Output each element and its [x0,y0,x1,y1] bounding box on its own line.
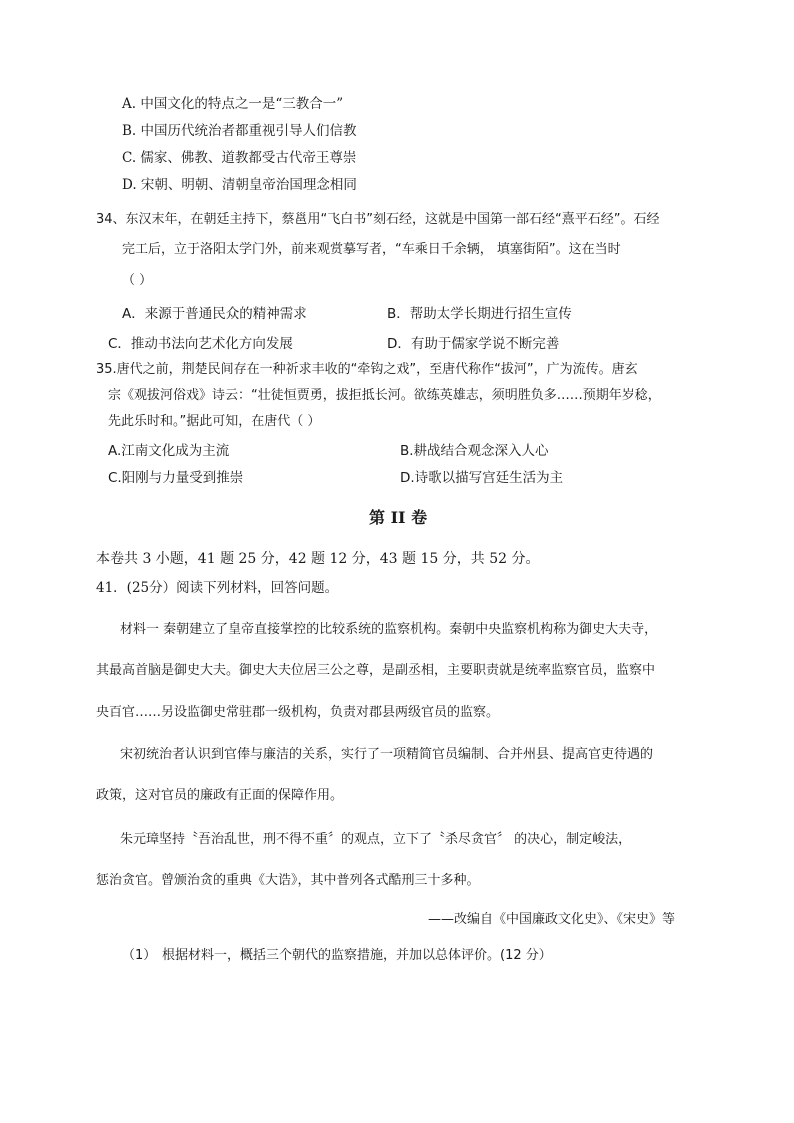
q41-subquestion1-text: 根据材料一，概括三个朝代的监察措施，并加以总体评价。(12 分） [162,948,552,963]
q33-option-b: B. 中国历代统治者都重视引导人们信教 [122,123,357,139]
q41-material2-line1: 宋初统治者认识到官俸与廉洁的关系，实行了一项精简官员编制、合并州县、提高官吏待遇的 [120,747,654,762]
q34-stem-line2: 完工后，立于洛阳太学门外，前来观赏摹写者，“车乘日千余辆， 填塞街陌”。这在当时 [122,242,621,257]
q33-option-d: D. 宋朝、明朝、清朝皇帝治国理念相同 [122,177,357,193]
section-intro: 本卷共 3 小题，41 题 25 分，42 题 12 分，43 题 15 分，共 52 分。 [96,551,540,567]
q34-option-a: A．来源于普通民众的精神需求 [122,306,307,322]
q41-material1-line2: 其最高首脑是御史大夫。御史大夫位居三公之尊，是副丞相，主要职责就是统率监察官员，监察中 [96,663,656,678]
q41-material2-line2: 政策，这对官员的廉政有正面的保障作用。 [96,788,344,803]
q34-option-d: D．有助于儒家学说不断完善 [387,336,560,352]
q33-option-c: C. 儒家、佛教、道教都受古代帝王尊崇 [122,150,357,166]
q41-source-citation: ——改编自《中国廉政文化史》、《宋史》等 [428,912,676,927]
section-title: 第 II 卷 [369,508,428,527]
q34-stem-line1: 34、东汉末年，在朝廷主持下，蔡邕用“飞白书”刻石经，这就是中国第一部石经“熹平石经”。石经 [96,212,660,227]
q35-option-d: D.诗歌以描写宫廷生活为主 [400,470,564,486]
q35-stem-line1: 35.唐代之前，荆楚民间存在一种祈求丰收的“牵钩之戏”，至唐代称作“拔河”，广为流传。唐玄 [96,362,638,377]
q35-option-b: B.耕战结合观念深入人心 [400,443,549,459]
q34-option-b: B．帮助太学长期进行招生宣传 [387,306,572,322]
q35-option-c: C.阳刚与力量受到推崇 [108,470,244,486]
q35-stem-line2: 宗《观拔河俗戏》诗云：“壮徒恒贾勇，拔拒抵长河。欲练英雄志，须明胜负多……预期年岁稔， [108,388,661,403]
q41-material1-line3: 央百官……另设监御史常驻郡一级机构，负责对郡县两级官员的监察。 [96,705,500,720]
q34-option-c: C．推动书法向艺术化方向发展 [108,336,293,352]
q35-option-a: A.江南文化成为主流 [108,443,230,459]
q41-material3-line1: 朱元璋坚持〝吾治乱世，刑不得不重〞的观点，立下了〝杀尽贪官〞 的决心，制定峻法， [120,832,632,847]
q41-material3-line2: 惩治贪官。曾颁治贪的重典《大诰》，其中普列各式酷刑三十多种。 [96,873,480,888]
q33-option-a: A. 中国文化的特点之一是“三教合一” [122,96,344,112]
q34-answer-blank: （ ） [122,273,153,288]
q41-subquestion1-number: （1） [122,948,157,963]
q35-stem-line3: 先此乐时和。”据此可知，在唐代（ ） [108,414,321,429]
q41-material1-line1: 材料一 秦朝建立了皇帝直接掌控的比较系统的监察机构。秦朝中央监察机构称为御史大夫寺， [120,622,658,637]
q41-header: 41．(25分）阅读下列材料，回答问题。 [96,580,339,596]
